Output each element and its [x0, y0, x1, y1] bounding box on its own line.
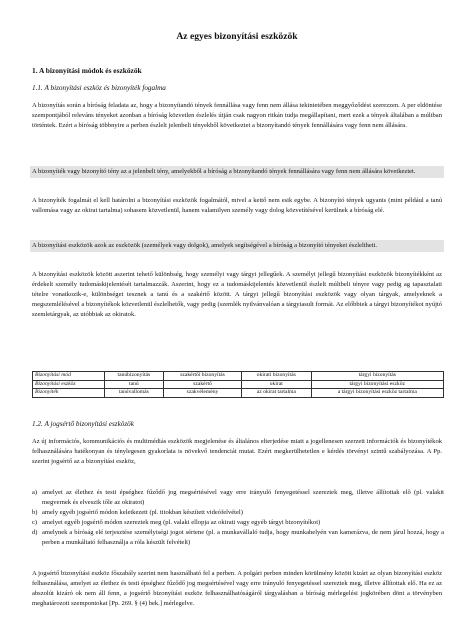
table-cell: Bizonyítási eszköz — [33, 380, 105, 389]
table-row — [33, 380, 444, 389]
paragraph: A bizonyítási eszközök között aszerint tehető különbség, hogy személyi vagy tárgyi jellegűek. A személyi jellegű bizonyítási eszközök bizonyítékként az érdekelt személy tudomáskijelentését tartalmazzák. Aszerint, hogy ez a tudomáskijelentés közvetlenül észlelt múltbeli tényre vagy pedig ag tapasztalati tételre vonatkozik-e, különbséget tesznek a tanú és a szakértő között. A tárgyi jellegű bizonyítási eszközök vagy olyan tárgyak, amelyeknek a megszemlélésével a bizonyítékok közvetlenül észlelhetők, vagy pedig (szemlék nyilvánvalóan a tárgyiasult formái. Az előbbiek a tárgyi bizonyítékot nyújtó szemletárgyak, az utóbbiak az okiratok. — [32, 271, 442, 319]
table-cell: tárgyi bizonyítási eszköz — [311, 380, 443, 389]
bullet-list — [32, 488, 444, 549]
list-item: a) amelyet az élethez és testi épséghez fűződő jog megsértésével vagy erre irányuló fenyegetéssel szereztek meg, illetve állítottak elő (pl. valakit megvernek és elveszik tőle az okiratot) — [32, 489, 444, 507]
proof-methods-table — [32, 371, 444, 398]
table-cell: okirati bizonyítás — [242, 372, 311, 381]
definition-box: A bizonyítási eszközök azok az eszközök (személyek vagy dolgok), amelyek segítségével a bíróság a bizonyító tényeket észleltheti. — [30, 240, 444, 252]
subsection-heading: 1.2. A jogsértő bizonyítási eszközök — [32, 420, 134, 428]
list-item: d) amelynek a bíróság elé terjesztése személyiségi jogot sértene (pl. a munkavállaló tudja, hogy munkahelyén van kamerázva, de nem járul hozzá, hogy a perben a munkáltató felhasználja a róla készült felvételt) — [32, 529, 444, 547]
subsection-heading: 1.1. A bizonyítási eszköz és bizonyíték fogalma — [32, 84, 166, 92]
table-cell: tanú — [104, 380, 163, 389]
table-cell: Bizonyítási mód — [33, 372, 105, 381]
table-cell: Bizonyíték — [33, 389, 105, 398]
paragraph: A bizonyítás során a bíróság feladata az, hogy a bizonyítandó tények fennállása vagy fenn nem állása tekintetében meggyőződést szerezzen. A per eldöntése szempontjából releváns tényeket azonban a bíróság közvetlen észlelés útján csak nagyon ritkán tudja megállapítani, mert ezek a tények általában a múltban történtek. Ezért a bíróság többnyire a perben észlelt jelenbeli tényekből következtet a bizonyítandó tények fennállására vagy fenn nem állására. — [32, 102, 442, 130]
section-heading: 1. A bizonyítási módok és eszközök — [32, 66, 142, 75]
table-cell: okirat — [242, 380, 311, 389]
list-item: c) amelyet egyéb jogsértő módon szereztek meg (pl. valaki ellopja az okirati vagy egyéb tárgyi bizonyítékot) — [32, 519, 321, 527]
table-cell: szakvélemény — [163, 389, 241, 398]
table-row — [33, 372, 444, 381]
table-cell: tárgyi bizonyítás — [311, 372, 443, 381]
paragraph: A jogsértő bizonyítási eszköz főszabály szerint nem használható fel a perben. A polgári perben minden körülmény között kizárt az olyan bizonyítási eszköz felhasználása, amelyet az élethez és testi épséghez fűződő jog megsértésével vagy erre irányuló fenyegetéssel szereztek meg, illetve állítottak elő. Ha ez az abszolút kizáró ok nem áll fenn, a jogsértő bizonyítási eszköz felhasználhatóságáról tárgyalásban a bíróság mérlegelési jogkörében dönt a törvényben meghatározott szempontokat [Pp. 269. § (4) bek.] mérlegelve. — [32, 570, 442, 608]
table-cell: tanúbizonyítás — [104, 372, 163, 381]
table-cell: az okirat tartalma — [242, 389, 311, 398]
paragraph: Az új információs, kommunikációs és multimédiás eszközök megjelenése és általános elterjedése miatt a jogellenesen szerzett információk és bizonyítékok felhasználására hatékonyan és ténylegesen gyakorlata is növekvő tendenciát mutat. Ezért megkerülhetetlen e kérdés törvényi szintű szabályozása. A Pp. szerint jogsértő az a bizonyítási eszköz, — [32, 438, 442, 466]
paragraph: A bizonyíték fogalmát el kell határolni a bizonyítási eszközök fogalmától, mivel a kettő nem esik egybe. A bizonyító tények ugyanis (mint például a tanú vallomása vagy az okirat tartalma) sohasem közvetlenül, hanem valamilyen személy vagy dolog közvetítésével kerülnek a bíróság elé. — [32, 197, 442, 215]
table-cell: a tárgyi bizonyítási eszköz tartalma — [311, 389, 443, 398]
table-cell: szakértői bizonyítás — [163, 372, 241, 381]
definition-box: A bizonyíték vagy bizonyító tény az a jelenbeli tény, amelyekből a bíróság a bizonyítandó tények fennállására vagy fenn nem állására következtet. — [30, 166, 444, 178]
table-row — [33, 389, 444, 398]
table-cell: szakértő — [163, 380, 241, 389]
table-cell: tanúvallomás — [104, 389, 163, 398]
document-title: Az egyes bizonyítási eszközök — [176, 31, 298, 42]
list-item: b) amely egyéb jogsértő módon keletkezett (pl. titokban készített videófelvétel) — [32, 509, 243, 517]
